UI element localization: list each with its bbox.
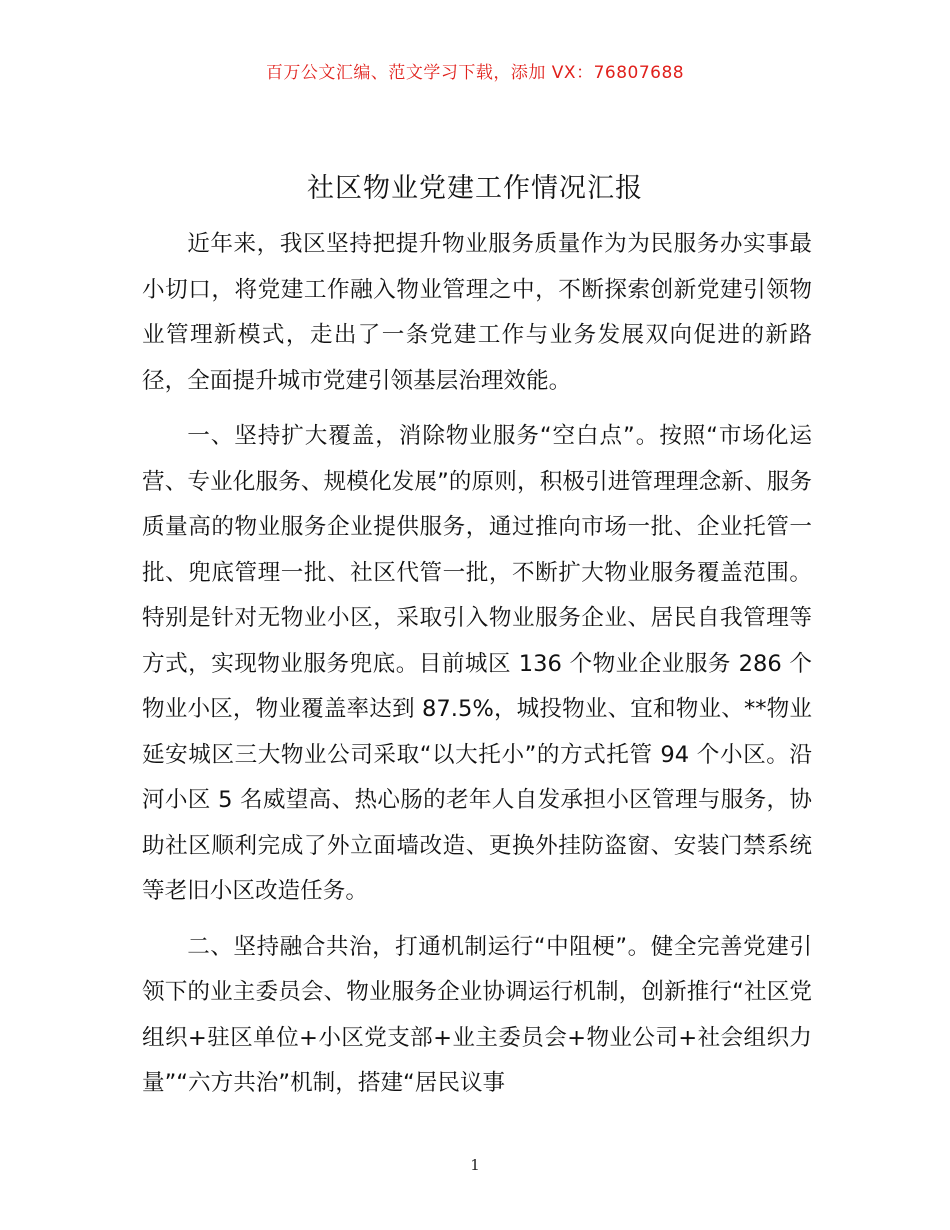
document-title: 社区物业党建工作情况汇报 bbox=[307, 173, 643, 204]
header-banner: 百万公文汇编、范文学习下载，添加 VX：76807688 bbox=[265, 63, 685, 83]
paragraph-section-one: 一、坚持扩大覆盖，消除物业服务“空白点”。按照“市场化运营、专业化服务、规模化发展”的原则，积极引进管理理念新、服务质量高的物业服务企业提供服务，通过推向市场一批、企业托管一批、兜底管理一批、社区代管一批，不断扩大物业服务覆盖范围。特别是针对无物业小区，采取引入物业服务企业、居民自我管理等方式，实现物业服务兜底。目前城区 136 个物业企业服务 286 个物业小区，物业覆盖率达到 87.5%，城投物业、宜和物业、**物业延安城区三大物业公司采取“以大托小”的方式托管 94 个小区。沿河小区 5 名威望高、热心肠的老年人自发承担小区管理与服务，协助社区顺利完成了外立面墙改造、更换外挂防盗窗、安装门禁系统等老旧小区改造任务。 bbox=[142, 423, 812, 904]
page-number: 1 bbox=[470, 1156, 480, 1174]
document-body bbox=[142, 222, 812, 1117]
paragraph-section-two: 二、坚持融合共治，打通机制运行“中阻梗”。健全完善党建引领下的业主委员会、物业服务企业协调运行机制，创新推行“社区党组织+驻区单位+小区党支部+业主委员会+物业公司+社会组织力量”“六方共治”机制，搭建“居民议事 bbox=[142, 933, 812, 1096]
paragraph-intro: 近年来，我区坚持把提升物业服务质量作为为民服务办实事最小切口，将党建工作融入物业管理之中，不断探索创新党建引领物业管理新模式，走出了一条党建工作与业务发展双向促进的新路径，全面提升城市党建引领基层治理效能。 bbox=[142, 231, 812, 394]
